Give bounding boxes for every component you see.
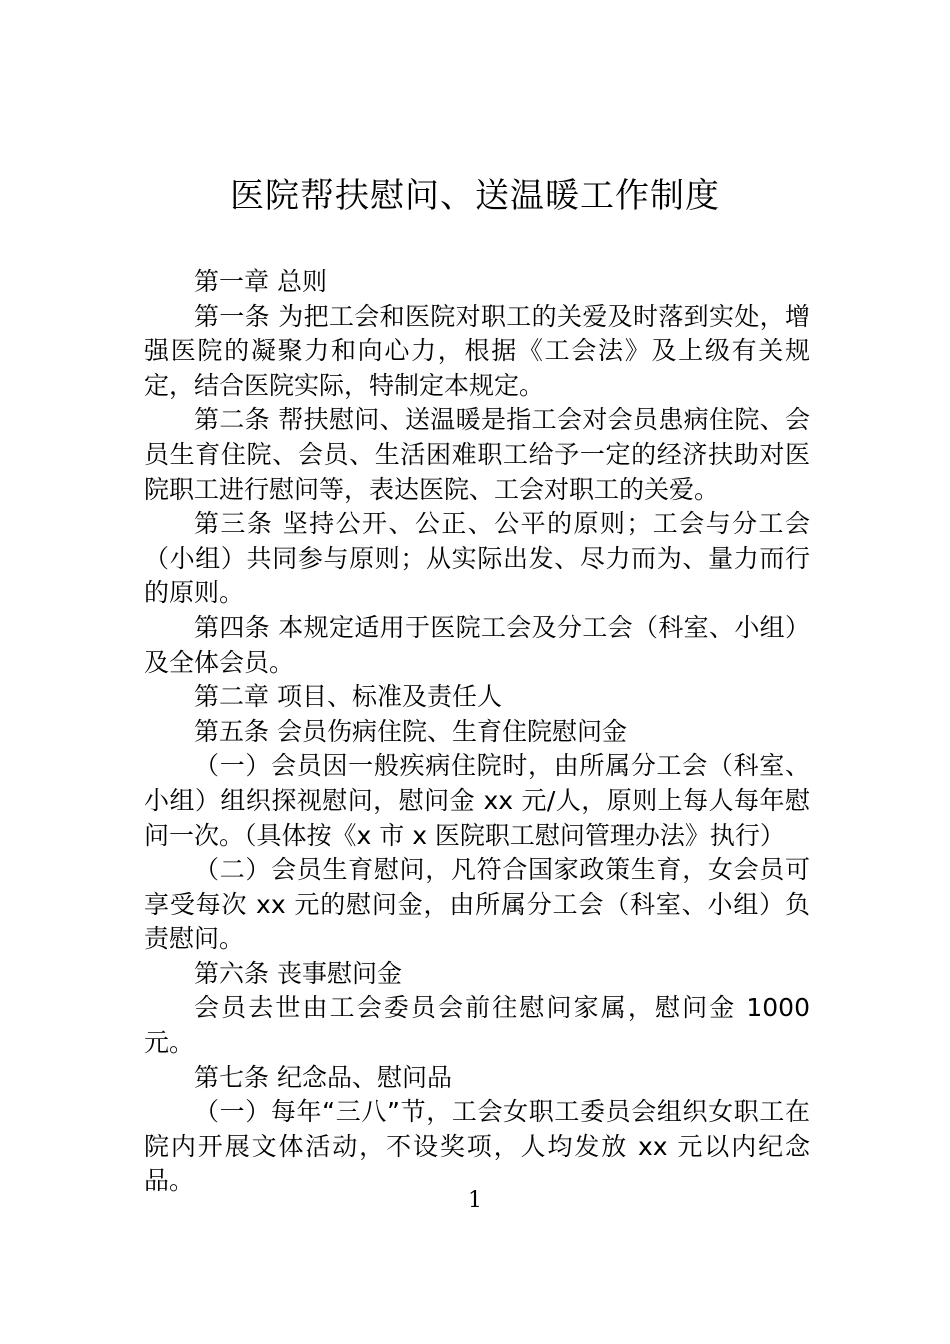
article-paragraph: 第七条 纪念品、慰问品 bbox=[194, 1062, 452, 1092]
article-paragraph: 第一条 为把工会和医院对职工的关爱及时落到实处，增强医院的凝聚力和向心力，根据《工会法》及上级有关规定，结合医院实际，特制定本规定。 bbox=[144, 301, 810, 400]
article-paragraph: 第五条 会员伤病住院、生育住院慰问金 bbox=[194, 716, 627, 746]
clause-paragraph: 会员去世由工会委员会前往慰问家属，慰问金 1000 元。 bbox=[144, 993, 810, 1058]
article-paragraph: 第六条 丧事慰问金 bbox=[194, 958, 402, 988]
article-paragraph: 第四条 本规定适用于医院工会及分工会（科室、小组）及全体会员。 bbox=[144, 612, 810, 677]
clause-paragraph: （一）会员因一般疾病住院时，由所属分工会（科室、小组）组织探视慰问，慰问金 xx 元/人，原则上每人每年慰问一次。（具体按《x 市 x 医院职工慰问管理办法》执行） bbox=[144, 751, 810, 850]
article-paragraph: 第三条 坚持公开、公正、公平的原则；工会与分工会（小组）共同参与原则；从实际出发、尽力而为、量力而行的原则。 bbox=[144, 509, 810, 608]
article-paragraph: 第二条 帮扶慰问、送温暖是指工会对会员患病住院、会员生育住院、会员、生活困难职工给予一定的经济扶助对医院职工进行慰问等，表达医院、工会对职工的关爱。 bbox=[144, 405, 810, 504]
document-title: 医院帮扶慰问、送温暖工作制度 bbox=[230, 176, 720, 216]
document-body bbox=[144, 265, 810, 1199]
chapter-heading: 第二章 项目、标准及责任人 bbox=[194, 682, 502, 712]
chapter-heading: 第一章 总则 bbox=[194, 267, 327, 296]
clause-paragraph: （二）会员生育慰问，凡符合国家政策生育，女会员可享受每次 xx 元的慰问金，由所属分工会（科室、小组）负责慰问。 bbox=[144, 855, 810, 954]
page-number: 1 bbox=[468, 1188, 482, 1213]
clause-paragraph: （一）每年“三八”节，工会女职工委员会组织女职工在院内开展文体活动，不设奖项，人均发放 xx 元以内纪念品。 bbox=[144, 1097, 810, 1196]
